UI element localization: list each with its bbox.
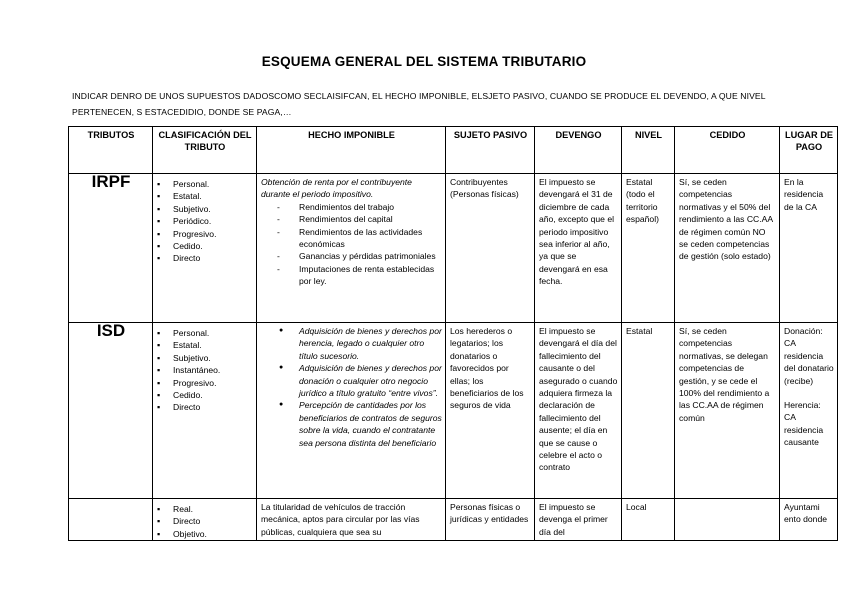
clasificacion-cell [153,174,257,323]
devengo-cell: El impuesto se devengará el 31 de diciembre de cada año, excepto que el periodo impositivo sea inferior al año, ya que se devengará en esa fecha. [535,174,622,323]
list-item: ▪ Estatal. [173,190,253,202]
list-item: - Imputaciones de renta establecidas por ley. [299,263,442,288]
list-item: ▪ Cedido. [173,240,253,252]
sujeto-pasivo-cell: Personas físicas o jurídicas y entidades [446,499,535,541]
list-item: - Ganancias y pérdidas patrimoniales [299,250,442,262]
list-item: ● Adquisición de bienes y derechos por herencia, legado o cualquier otro título sucesorio. [299,325,442,362]
list-item: - Rendimientos del capital [299,213,442,225]
intro-text: INDICAR DENRO DE UNOS SUPUESTOS DADOSCOMO SECLAISIFCAN, EL HECHO IMPONIBLE, ELSJETO PASIVO, CUANDO SE PRODUCE EL DEVENDO, A QUE NIVEL PERTENECEN, S ESTACEDIDIO, DONDE SE PAGA,… [72,91,766,117]
tax-table [68,126,838,541]
list-item: ▪ Instantáneo. [173,364,253,376]
list-item: ▪ Periódico. [173,215,253,227]
hecho-imponible-cell: La titularidad de vehículos de tracción mecánica, aptos para circular por las vías públicas, cualquiera que sea su [257,499,446,541]
clasificacion-cell [153,499,257,541]
nivel-cell: Estatal (todo el territorio español) [622,174,675,323]
hecho-imponible-cell [257,323,446,499]
cedido-cell: Sí, se ceden competencias normativas, se delegan competencias de gestión, y se cede el 100% del rendimiento a las CC.AA de régimen común [675,323,780,499]
list-item: ▪ Personal. [173,327,253,339]
list-item: ▪ Cedido. [173,389,253,401]
header-cedido: CEDIDO [675,127,780,174]
sujeto-pasivo-cell: Los herederos o legatarios; los donatarios o favorecidos por ellas; los beneficiarios de los seguros de vida [446,323,535,499]
clasificacion-cell [153,323,257,499]
header-nivel: NIVEL [622,127,675,174]
list-item: ▪ Personal. [173,178,253,190]
lugar-donacion: Donación: CA residencia del donatario (recibe) [784,326,834,386]
nivel-cell: Local [622,499,675,541]
hecho-intro: Obtención de renta por el contribuyente durante el periodo impositivo. [261,177,412,200]
header-hecho-imponible: HECHO IMPONIBLE [257,127,446,174]
list-item: ▪ Objetivo. [173,528,253,540]
table-row-irpf [69,174,838,323]
list-item: ▪ Directo [173,252,253,264]
header-lugar-pago: LUGAR DE PAGO [780,127,838,174]
header-row [69,127,838,174]
list-item: ▪ Progresivo. [173,377,253,389]
lugar-pago-cell: En la residencia de la CA [780,174,838,323]
lugar-pago-cell: Ayuntami ento donde [780,499,838,541]
sujeto-pasivo-cell: Contribuyentes (Personas físicas) [446,174,535,323]
list-item: - Rendimientos de las actividades económicas [299,226,442,251]
table-row-isd [69,323,838,499]
devengo-cell: El impuesto se devenga el primer día del [535,499,622,541]
tax-name-irpf: IRPF [69,174,153,323]
hecho-imponible-cell [257,174,446,323]
list-item: ● Adquisición de bienes y derechos por donación o cualquier otro negocio jurídico a título gratuito “entre vivos”. [299,362,442,399]
header-sujeto-pasivo: SUJETO PASIVO [446,127,535,174]
lugar-pago-cell [780,323,838,499]
list-item: ▪ Directo [173,401,253,413]
lugar-herencia: Herencia: CA residencia causante [784,400,824,448]
nivel-cell: Estatal [622,323,675,499]
document-title: ESQUEMA GENERAL DEL SISTEMA TRIBUTARIO [261,54,587,69]
table-row-vehiculos [69,499,838,541]
header-devengo: DEVENGO [535,127,622,174]
tax-name-vehiculos [69,499,153,541]
devengo-cell: El impuesto se devengará el día del fallecimiento del causante o del asegurado o cuando adquiera firmeza la declaración de fallecimiento del ausente; el día en que se cause o celebre el acto o contrato [535,323,622,499]
list-item: ▪ Progresivo. [173,228,253,240]
header-clasificacion: CLASIFICACIÓN DEL TRIBUTO [153,127,257,174]
list-item: ▪ Directo [173,515,253,527]
tax-name-isd: ISD [69,323,153,499]
header-tributos: TRIBUTOS [69,127,153,174]
list-item: - Rendimientos del trabajo [299,201,442,213]
cedido-cell [675,499,780,541]
list-item: ● Percepción de cantidades por los beneficiarios de contratos de seguros sobre la vida, cuando el contratante sea persona distinta del beneficiario [299,399,442,449]
list-item: ▪ Subjetivo. [173,203,253,215]
cedido-cell: Sí, se ceden competencias normativas y el 50% del rendimiento a las CC.AA de régimen común NO se ceden competencias de gestión (solo estado) [675,174,780,323]
list-item: ▪ Real. [173,503,253,515]
list-item: ▪ Estatal. [173,339,253,351]
list-item: ▪ Subjetivo. [173,352,253,364]
